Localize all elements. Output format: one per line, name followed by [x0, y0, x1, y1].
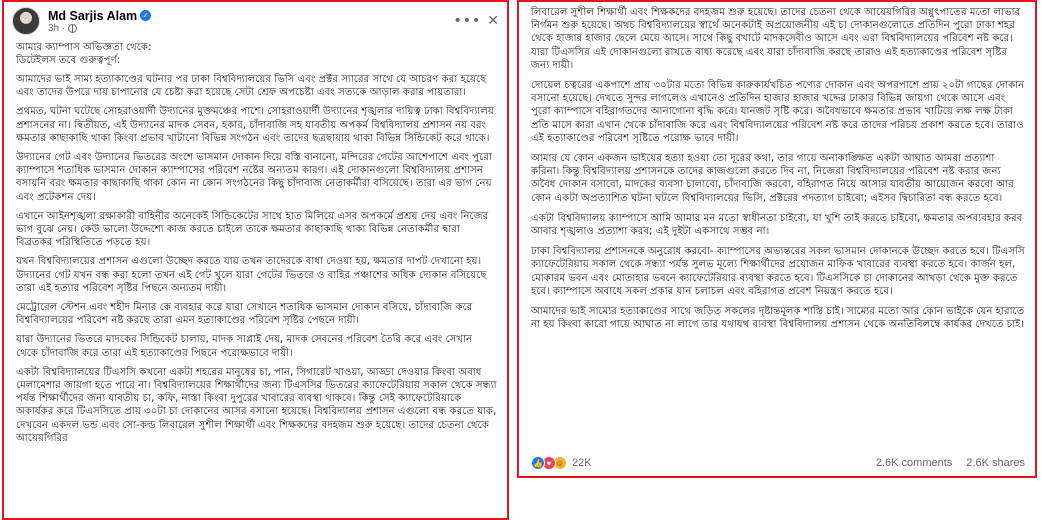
meta-separator: · — [59, 22, 66, 34]
post-time[interactable]: 3h — [48, 22, 60, 34]
love-icon: ♥ — [542, 456, 556, 470]
post-paragraph: যখন বিশ্ববিদ্যালয়ের প্রশাসন এগুলো উচ্ছেদ করতে যায় তখন তাদেরকে বাধা দেওয়া হয়, ক্ষমতার দাপট দেখানো হয়। উদ্যানের গেট যখন বন্ধ করা হলো তখন এই গেট খুলে যারা গেটের ভিতরে ও বাহির পঞ্চাশের অধিক দোকান বসিয়েছে তারা এই হত্যার পরিবেশ সৃষ্টির পিছনে অন্যতম দায়ী। — [16, 256, 487, 294]
post-panel-right — [517, 0, 1037, 478]
verified-icon: ✓ — [140, 10, 151, 21]
post-intro — [16, 41, 497, 67]
post-paragraph: একটা বিশ্ববিদ্যালয়ের টিএসসি কখনো একটা শহরের মানুষের চা, পান, সিগারেট খাওয়া, আড্ডা দেওয়ার কিংবা অবাধ মেলামেশার জায়গা হতে পারে না। বিশ্ববিদ্যালয়ের শিক্ষার্থীদের জন্য টিএসসির ভিতরের ক্যাফেটেরিয়ায় সকাল থেকে সন্ধ্যা পর্যন্ত শিক্ষার্থীদের জন্য যাবতীয় চা, কফি, নাস্তা কিংবা দুপুরের খাবারের ব্যবস্থা থাকবে। কিন্তু সেই ক্যাফেটেরিয়াকে অকার্যকর করে টিএসসিতে প্রায় ৩০টা চা দোকানের আসর বসানো হয়েছে। বিশ্ববিদ্যালয় প্রশাসন এগুলো বন্ধ করতে যাক, দেখবেন একদল ভন্ড এবং সো-কল্ড লিবারেল সুশীল শিক্ষার্থী এবং শিক্ষকদের বদহজম শুরু হয়েছে। তাদের চেতনা থেকে আয়েয়গিরির — [16, 366, 497, 444]
post-paragraph: দোয়েল চত্বরের একপাশে প্রায় ৩০টার মতো বিভিন্ন কারুকার্যখচিত পণ্যের দোকান এবং অপরপাশে প্রায় ২০টা গাছের দোকান বসানো হয়েছে। দেখতে সুন্দর লাগলেও এখানেও প্রতিদিন হাজার হাজার খদ্দের ঢাকার বিভিন্ন জায়গা থেকে আসে এবং পুরো ক্যাম্পাসে বহিরাগতদের আনাগোনা বৃদ্ধি করে। যানজট সৃষ্টি করে। অবৈধভাবে ক্ষমতার প্রভাব খাটিয়ে লক্ষ লক্ষ টাকা প্রতি মাসে কারা এখান থেকে চাঁদাবাজি করে এবং বিশ্ববিদ্যালয়ের পরিবেশ নষ্ট করে তাদের পরিচয় প্রকাশ করতে হবে। তারাও এই হত্যাকাণ্ডের পরিবেশ সৃষ্টিতে পরোক্ষ ভাবে দায়ী। — [531, 80, 1025, 144]
author-row — [48, 9, 449, 23]
shares-count[interactable]: 2.6K shares — [966, 457, 1025, 469]
post-author-info — [48, 9, 449, 34]
post-panel-left — [2, 0, 509, 520]
post-footer — [519, 450, 1035, 476]
comments-count[interactable]: 2.6K comments — [875, 457, 953, 469]
post-paragraph: আমার যে কোন একজন ভাইয়ের হত্যা হওয়া তো দূরের কথা, তার গায়ে অনাকাঙ্ক্ষিত একটা আঘাত আমরা প্রত্যাশা করিনা। কিন্তু বিশ্ববিদ্যালয় প্রশাসনকে তাদের কাজগুলো করতে দিব না, নিজেরা বিশ্ববিদ্যালয়ের পরিবেশ নষ্ট করার জন্য অবৈধ দোকান বসাবো, মাদকের ব্যবসা চালাবো, চাঁদাবাজি করবো, বহিরাগত নিয়ে আসার যাবতীয় আয়োজন করবো আর কোন একটা অপ্রত্যাশিত ঘটনা ঘটলে বিশ্ববিদ্যালয়ের ভিসি, প্রক্টরের পদত্যাগ চাইবো; এইসব দ্বিচারিতা বন্ধ করতে হবে। — [531, 153, 1014, 204]
close-icon[interactable]: ✕ — [487, 13, 499, 29]
post-body-left — [4, 38, 507, 445]
post-meta — [48, 23, 449, 34]
like-icon: 👍 — [531, 456, 545, 470]
post-paragraph: আমাদের ভাই সাম্যের হত্যাকাণ্ডের সাথে জড়িত সকলের দৃষ্টান্তমূলক শাস্তি চাই। সাম্যের মতো আর কোন ভাইকে যেন হারাতে না হয় কিংবা কারো গায়ে আঘাত না লাগে তার যথাযথ ব্যবস্থা বিশ্ববিদ্যালয় প্রশাসন থেকে অনতিবিলম্বে কার্যকর দেখতে চাই। — [531, 306, 1025, 331]
intro-line: ডিটেইলস তবে গুরুত্বপূর্ণ: — [16, 55, 121, 66]
author-name[interactable]: Md Sarjis Alam — [48, 8, 138, 23]
post-paragraph: এখানে আইনশৃঙ্খলা রক্ষাকারী বাহিনীর অনেকেই সিন্ডিকেটের সাথে হাত মিলিয়ে এসব অপকর্মে প্রশ্রয় দেয় এবং নিজের ভাগ বুঝে নেয়। কেউ ভালো উদ্দেশ্যে কাজ করতে চাইলে তাকে ক্ষমতার কাছাকাছি থাকা বিভিন্ন নেতাকর্মীর দ্বারা বিব্রতকর পরিস্থিতিতে পড়তে হয়। — [16, 210, 489, 249]
post-paragraph: ঢাকা বিশ্ববিদ্যালয় প্রশাসনকে অনুরোধ করবো- ক্যাম্পাসের অভ্যন্তরের সকল ভাসমান দোকানকে উচ্ছেদ করতে হবে। টিএসসি ক্যাফেটেরিয়ায় সকাল থেকে সন্ধ্যা পর্যন্ত সুলভ মূল্যে শিক্ষার্থীদের প্রয়োজন মাফিক খাবারের ব্যবস্থা করতে হবে। কার্জন হল, মোকারম ভবন এবং মোতাহার ভবনে ক্যাফেটেরিয়ার ব্যবস্থা করতে হবে। টিএসসিকে চা দোকানের আখড়া থেকে মুক্ত করতে হবে। ক্যাম্পাসে অবাধে সকল প্রকার যান চলাচল এবং বহিরাগত প্রবেশ নিয়ন্ত্রণ করতে হবে। — [531, 246, 1025, 297]
post-paragraph: প্রথমত, ঘটনা ঘটেছে সোহরাওয়ার্দী উদ্যানের মুক্তমঞ্চের পাশে। সোহরাওয়ার্দী উদ্যানের শৃঙ্খলার দায়িত্ব ঢাকা বিশ্ববিদ্যালয় প্রশাসনের না। দ্বিতীয়ত, এই উদ্যানের মাদক সেবন, হকার, চাঁদাবাজি সহ যাবতীয় অপকর্ম বিশ্ববিদ্যালয় প্রশাসন নয় বরং ক্ষমতার কাছাকাছি থাকা কিংবা প্রভাব খাটানো বিভিন্ন সংগঠন এবং তাদের ছত্রছায়ায় থাকা বিভিন্ন সিন্ডিকেট করে থাকে। — [16, 106, 494, 144]
post-paragraph: আমাদের ভাই সাম্য হত্যাকাণ্ডের ঘটনার পর ঢাকা বিশ্ববিদ্যালয়ের ভিসি এবং প্রক্টর স্যারের সাথে যে আচরণ করা হয়েছে এবং তাদের উপরে দায় চাপানোর যে চেষ্টা করা হয়েছে সেটা শ্রেফ অপচেষ্টা এবং সত্যকে আড়াল করার পায়তারা। — [16, 74, 487, 99]
intro-line: আমার ক্যাম্পাস অভিজ্ঞতা থেকে: — [16, 42, 152, 53]
globe-icon — [68, 24, 77, 33]
post-body-right — [519, 2, 1035, 331]
post-header — [4, 2, 507, 38]
post-paragraph: লিবারেল সুশীল শিক্ষার্থী এবং শিক্ষকদের বদহজম শুরু হয়েছে। তাদের চেতনা থেকে আয়েয়গিরির অগ্নুৎপাতের মতো লাভার নির্গমন শুরু হয়েছে। অথচ বিশ্ববিদ্যালয়ের স্বার্থে অনেকটাই অপ্রয়োজনীয় এই চা দোকানগুলোতে প্রতিদিন পুরো ঢাকা শহর থেকে হাজার হাজার ছেলে মেয়ে আসে। সাথে কিছু বখাটে মাদকসেবীও আসে এবং এরা বিশ্ববিদ্যালয়ের পরিবেশ নষ্ট করে। যারা টিএসসির এই দোকানগুলো রাখতে বাধ্য করেছে এবং যারা চাঁদাবাজি করছে তারাও এই হত্যাকাণ্ডের পরিবেশ সৃষ্টির জন্য দায়ী। — [531, 7, 1021, 71]
post-paragraph: উদ্যানের গেট এবং উদ্যানের ভিতরের অংশে ভাসমান দোকান দিয়ে বস্তি বানানো, মন্দিরের গেটের আশেপাশে এবং পুরো ক্যাম্পাসে শতাধিক ভাসমান দোকান ক্যাম্পাসের পরিবেশ নষ্টের অন্যতম কারণ। এই দোকানগুলো বিশ্ববিদ্যালয় প্রশাসন বসায়নি বরং ক্ষমতার কাছাকাছি থাকা কোন না কোন সংগঠনের কিছু চাঁদাবাজ নেতাকর্মীরা বসিয়েছে। তারা এর ভাগ নেয় এবং প্রটেকশন দেয়। — [16, 152, 492, 203]
post-paragraph: মেট্রোরেল স্টেশন এবং শহীদ মিনার কে ব্যবহার করে যারা সেখানে শতাধিক ভাসমান দোকান বসিয়ে, চাঁদাবাজি করে বিশ্ববিদ্যালয়ের পরিবেশ নষ্ট করছে তারা এমন হত্যাকাণ্ডের পরিবেশ সৃষ্টির পেছনে দায়ী। — [16, 302, 473, 327]
reaction-summary[interactable] — [531, 456, 592, 470]
post-paragraph: একটা বিশ্ববিদ্যালয় ক্যাম্পাসে আমি আমার মন মতো স্বাধীনতা চাইবো, যা খুশি তাই করতে চাইবো, ক্ষমতার অপব্যবহার করব আবার শৃঙ্খলাও প্রত্যাশা করব; এই দুইটা একসাথে সম্ভব না। — [531, 212, 1023, 238]
more-icon[interactable]: ••• — [453, 13, 482, 29]
avatar[interactable] — [12, 7, 40, 35]
haha-icon: ☺ — [553, 456, 567, 470]
post-paragraph: যারা উদ্যানের ভিতরে মাদকের সিন্ডিকেট চালায়, মাদক সাপ্লাই দেয়, মাদক সেবনের পরিবেশ তৈরি করে এবং সেখান থেকে চাঁদাবাজি করে তারা এই হত্যাকাণ্ডের পিছনে পরোক্ষভাবে দায়ী। — [16, 334, 473, 359]
reaction-count[interactable]: 22K — [572, 457, 592, 469]
